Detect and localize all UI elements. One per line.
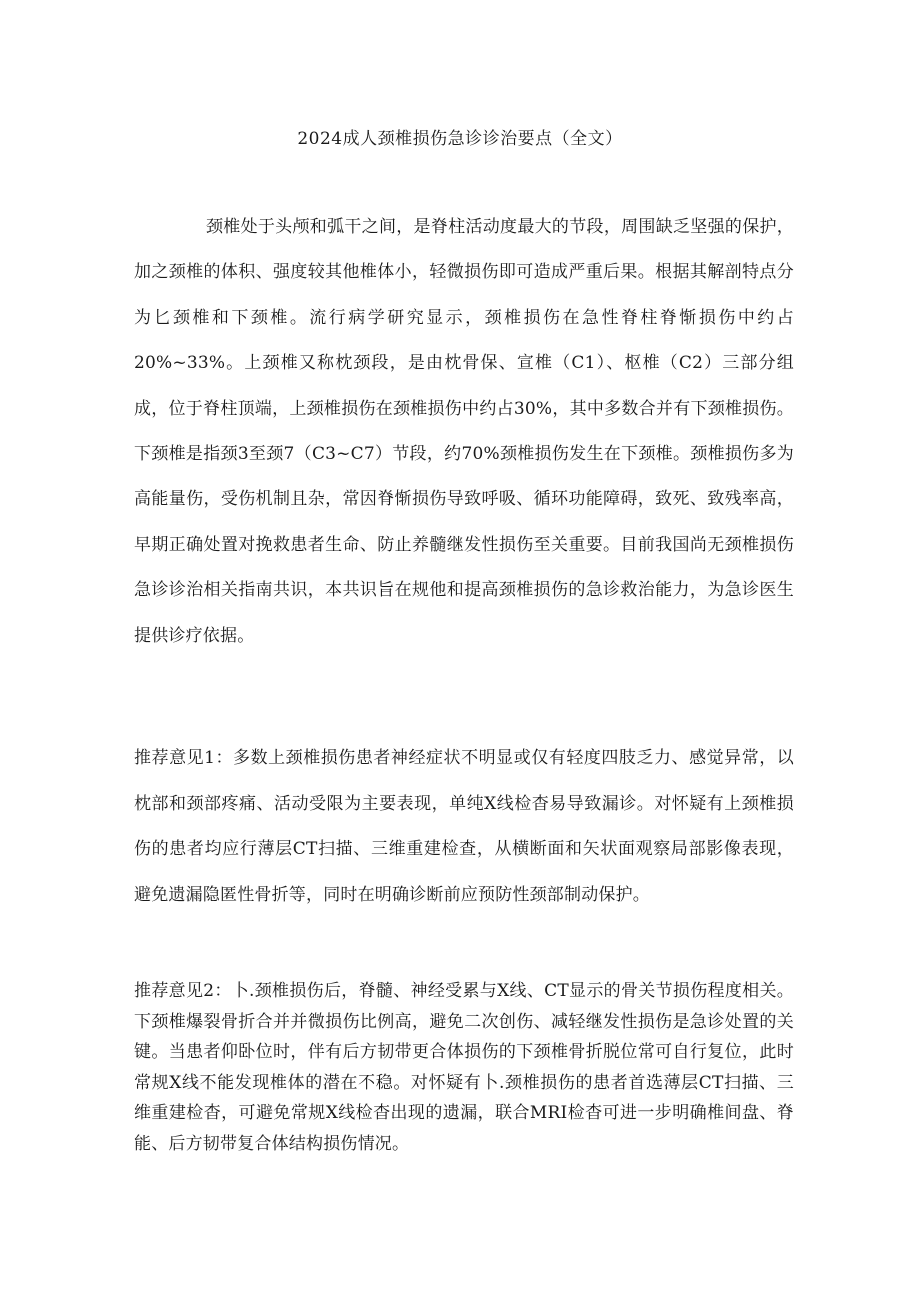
document-title: 2024成人颈椎损伤急诊诊治要点（全文） xyxy=(297,129,623,149)
recommendation-1-paragraph: 推荐意见1：多数上颈椎损伤患者神经症状不明显或仅有轻度四肢乏力、感觉异常，以枕部和颈部疼痛、活动受限为主要表现，单纯X线检杳易导致漏诊。对怀疑有上颈椎损伤的患者均应行薄层CT扫描、三维重建检查，从横断面和矢状面观察局部影像表现，避免遗漏隐匿性骨折等，同时在明确诊断前应预防性颈部制动保护。 xyxy=(134,748,794,906)
recommendation-2-paragraph: 推荐意见2：卜.颈椎损伤后，脊髓、神经受累与X线、CT显示的骨关节损伤程度相关。下颈椎爆裂骨折合并并微损伤比例高，避免二次创伤、减轻继发性损伤是急诊处置的关键。当患者仰卧位时，伴有后方韧带更合体损伤的下颈椎骨折脱位常可自行复位，此时常规X线不能发现椎体的潜在不稳。对怀疑有卜.颈椎损伤的患者首选薄层CT扫描、三维重建检杳，可避免常规X线检杳出现的遗漏，联合MRI检杳可进一步明确椎间盘、脊能、后方韧带复合体结构损伤情况。 xyxy=(134,981,794,1154)
intro-paragraph: 颈椎处于头颅和弧干之间，是脊柱活动度最大的节段，周围缺乏坚强的保护，加之颈椎的体积、强度较其他椎体小，轻微损伤即可造成严重后果。根据其解剖特点分为匕颈椎和下颈椎。流行病学研究显示，颈椎损伤在急性脊柱脊惭损伤中约占20%~33%。上颈椎又称枕颈段，是由枕骨保、宣椎（C1）、枢椎（C2）三部分组成，位于脊柱顶端，上颈椎损伤在颈椎损伤中约占30%，其中多数合并有下颈椎损伤。下颈椎是指颈3至颈7（C3~C7）节段，约70%颈椎损伤发生在下颈椎。颈椎损伤多为高能量伤，受伤机制且杂，常因脊惭损伤导致呼吸、循环功能障碍，致死、致残率高，早期正确处置对挽救患者生命、防止养髓继发性损伤至关重要。目前我国尚无颈椎损伤急诊诊治相关指南共识，本共识旨在规他和提高颈椎损伤的急诊救治能力，为急诊医生提供诊疗依据。 xyxy=(134,217,794,646)
